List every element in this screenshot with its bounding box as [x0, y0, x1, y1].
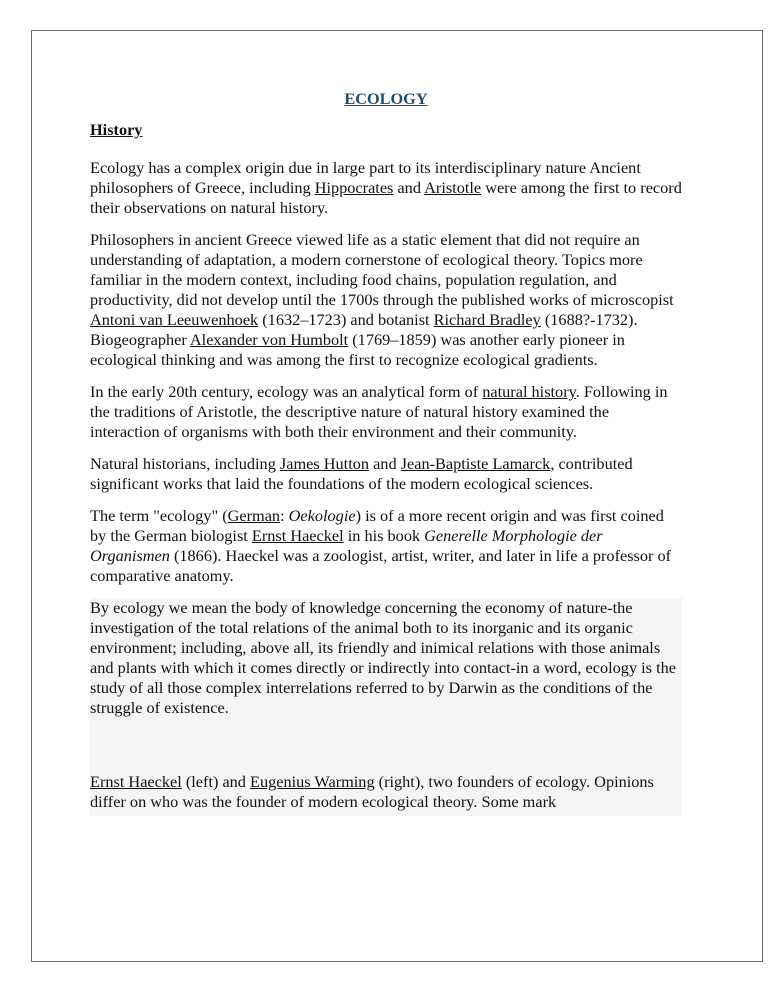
link-hippocrates[interactable]: Hippocrates	[314, 178, 394, 197]
link-leeuwenhoek[interactable]: Antoni van Leeuwenhoek	[90, 310, 259, 329]
text: (left) and	[181, 772, 251, 791]
link-natural-history[interactable]: natural history	[482, 382, 576, 401]
text: , contributed significant works that laid the foundations of the modern ecological sciences.	[90, 454, 633, 493]
paragraph-philosophers	[90, 230, 682, 370]
text: In the early 20th century, ecology was an analytical form of	[90, 382, 483, 401]
link-james-hutton[interactable]: James Hutton	[279, 454, 370, 473]
paragraph-natural-historians	[90, 454, 682, 494]
text: and	[393, 178, 425, 197]
text: in his book	[343, 526, 425, 545]
image-placeholder	[90, 718, 682, 772]
image-caption	[90, 772, 682, 812]
page-title: ECOLOGY	[344, 89, 428, 108]
haeckel-quote-block	[90, 598, 682, 816]
text: (1632–1723) and botanist	[258, 310, 434, 329]
text: The term "ecology" (	[90, 506, 228, 525]
link-ernst-haeckel[interactable]: Ernst Haeckel	[251, 526, 344, 545]
haeckel-quote: By ecology we mean the body of knowledge concerning the economy of nature-the investigation of the total relations of the animal both to its inorganic and its organic environment; including, above all, its friendly and inimical relations with those animals and plants with which it comes directly or indirectly into contact-in a word, ecology is the study of all those complex interrelations referred to by Darwin as the conditions of the struggle of existence.	[90, 598, 676, 717]
link-richard-bradley[interactable]: Richard Bradley	[433, 310, 541, 329]
text: (1688?-1732). Biogeographer	[90, 310, 638, 349]
text: . Following in the traditions of Aristotle, the descriptive nature of natural history examined the interaction of organisms with both their environment and their community.	[90, 382, 668, 441]
text: ) is of a more recent origin and was first coined by the German biologist	[90, 506, 664, 545]
document-body	[90, 89, 682, 816]
link-von-humbolt[interactable]: Alexander von Humbolt	[189, 330, 349, 349]
text: (right), two founders of ecology. Opinions differ on who was the founder of modern ecological theory. Some mark	[90, 772, 654, 811]
italic-oekologie: Oekologie	[288, 506, 356, 525]
paragraph-origins	[90, 158, 682, 218]
italic-book-title: Generelle Morphologie der Organismen	[90, 526, 603, 565]
link-ernst-haeckel-caption[interactable]: Ernst Haeckel	[90, 772, 182, 791]
paragraph-term-ecology	[90, 506, 682, 586]
text: Natural historians, including	[90, 454, 280, 473]
text: :	[280, 506, 289, 525]
text: (1866). Haeckel was a zoologist, artist, writer, and later in life a professor of comparative anatomy.	[90, 546, 672, 585]
text: and	[369, 454, 401, 473]
paragraph-20th-century	[90, 382, 682, 442]
link-eugenius-warming[interactable]: Eugenius Warming	[250, 772, 375, 791]
section-heading-history: History	[90, 120, 143, 139]
text: were among the first to record their observations on natural history.	[90, 178, 682, 217]
text: (1769–1859) was another early pioneer in ecological thinking and was among the first to recognize ecological gradients.	[90, 330, 625, 369]
text: Ecology has a complex origin due in large part to its interdisciplinary nature Ancient philosophers of Greece, including	[90, 158, 641, 197]
text: Philosophers in ancient Greece viewed life as a static element that did not require an understanding of adaptation, a modern cornerstone of ecological theory. Topics more familiar in the modern context, including food chains, population regulation, and productivity, did not develop until the 1700s through the published works of microscopist	[90, 230, 674, 309]
link-aristotle[interactable]: Aristotle	[424, 178, 482, 197]
link-german[interactable]: German	[227, 506, 281, 525]
link-lamarck[interactable]: Jean-Baptiste Lamarck	[400, 454, 551, 473]
